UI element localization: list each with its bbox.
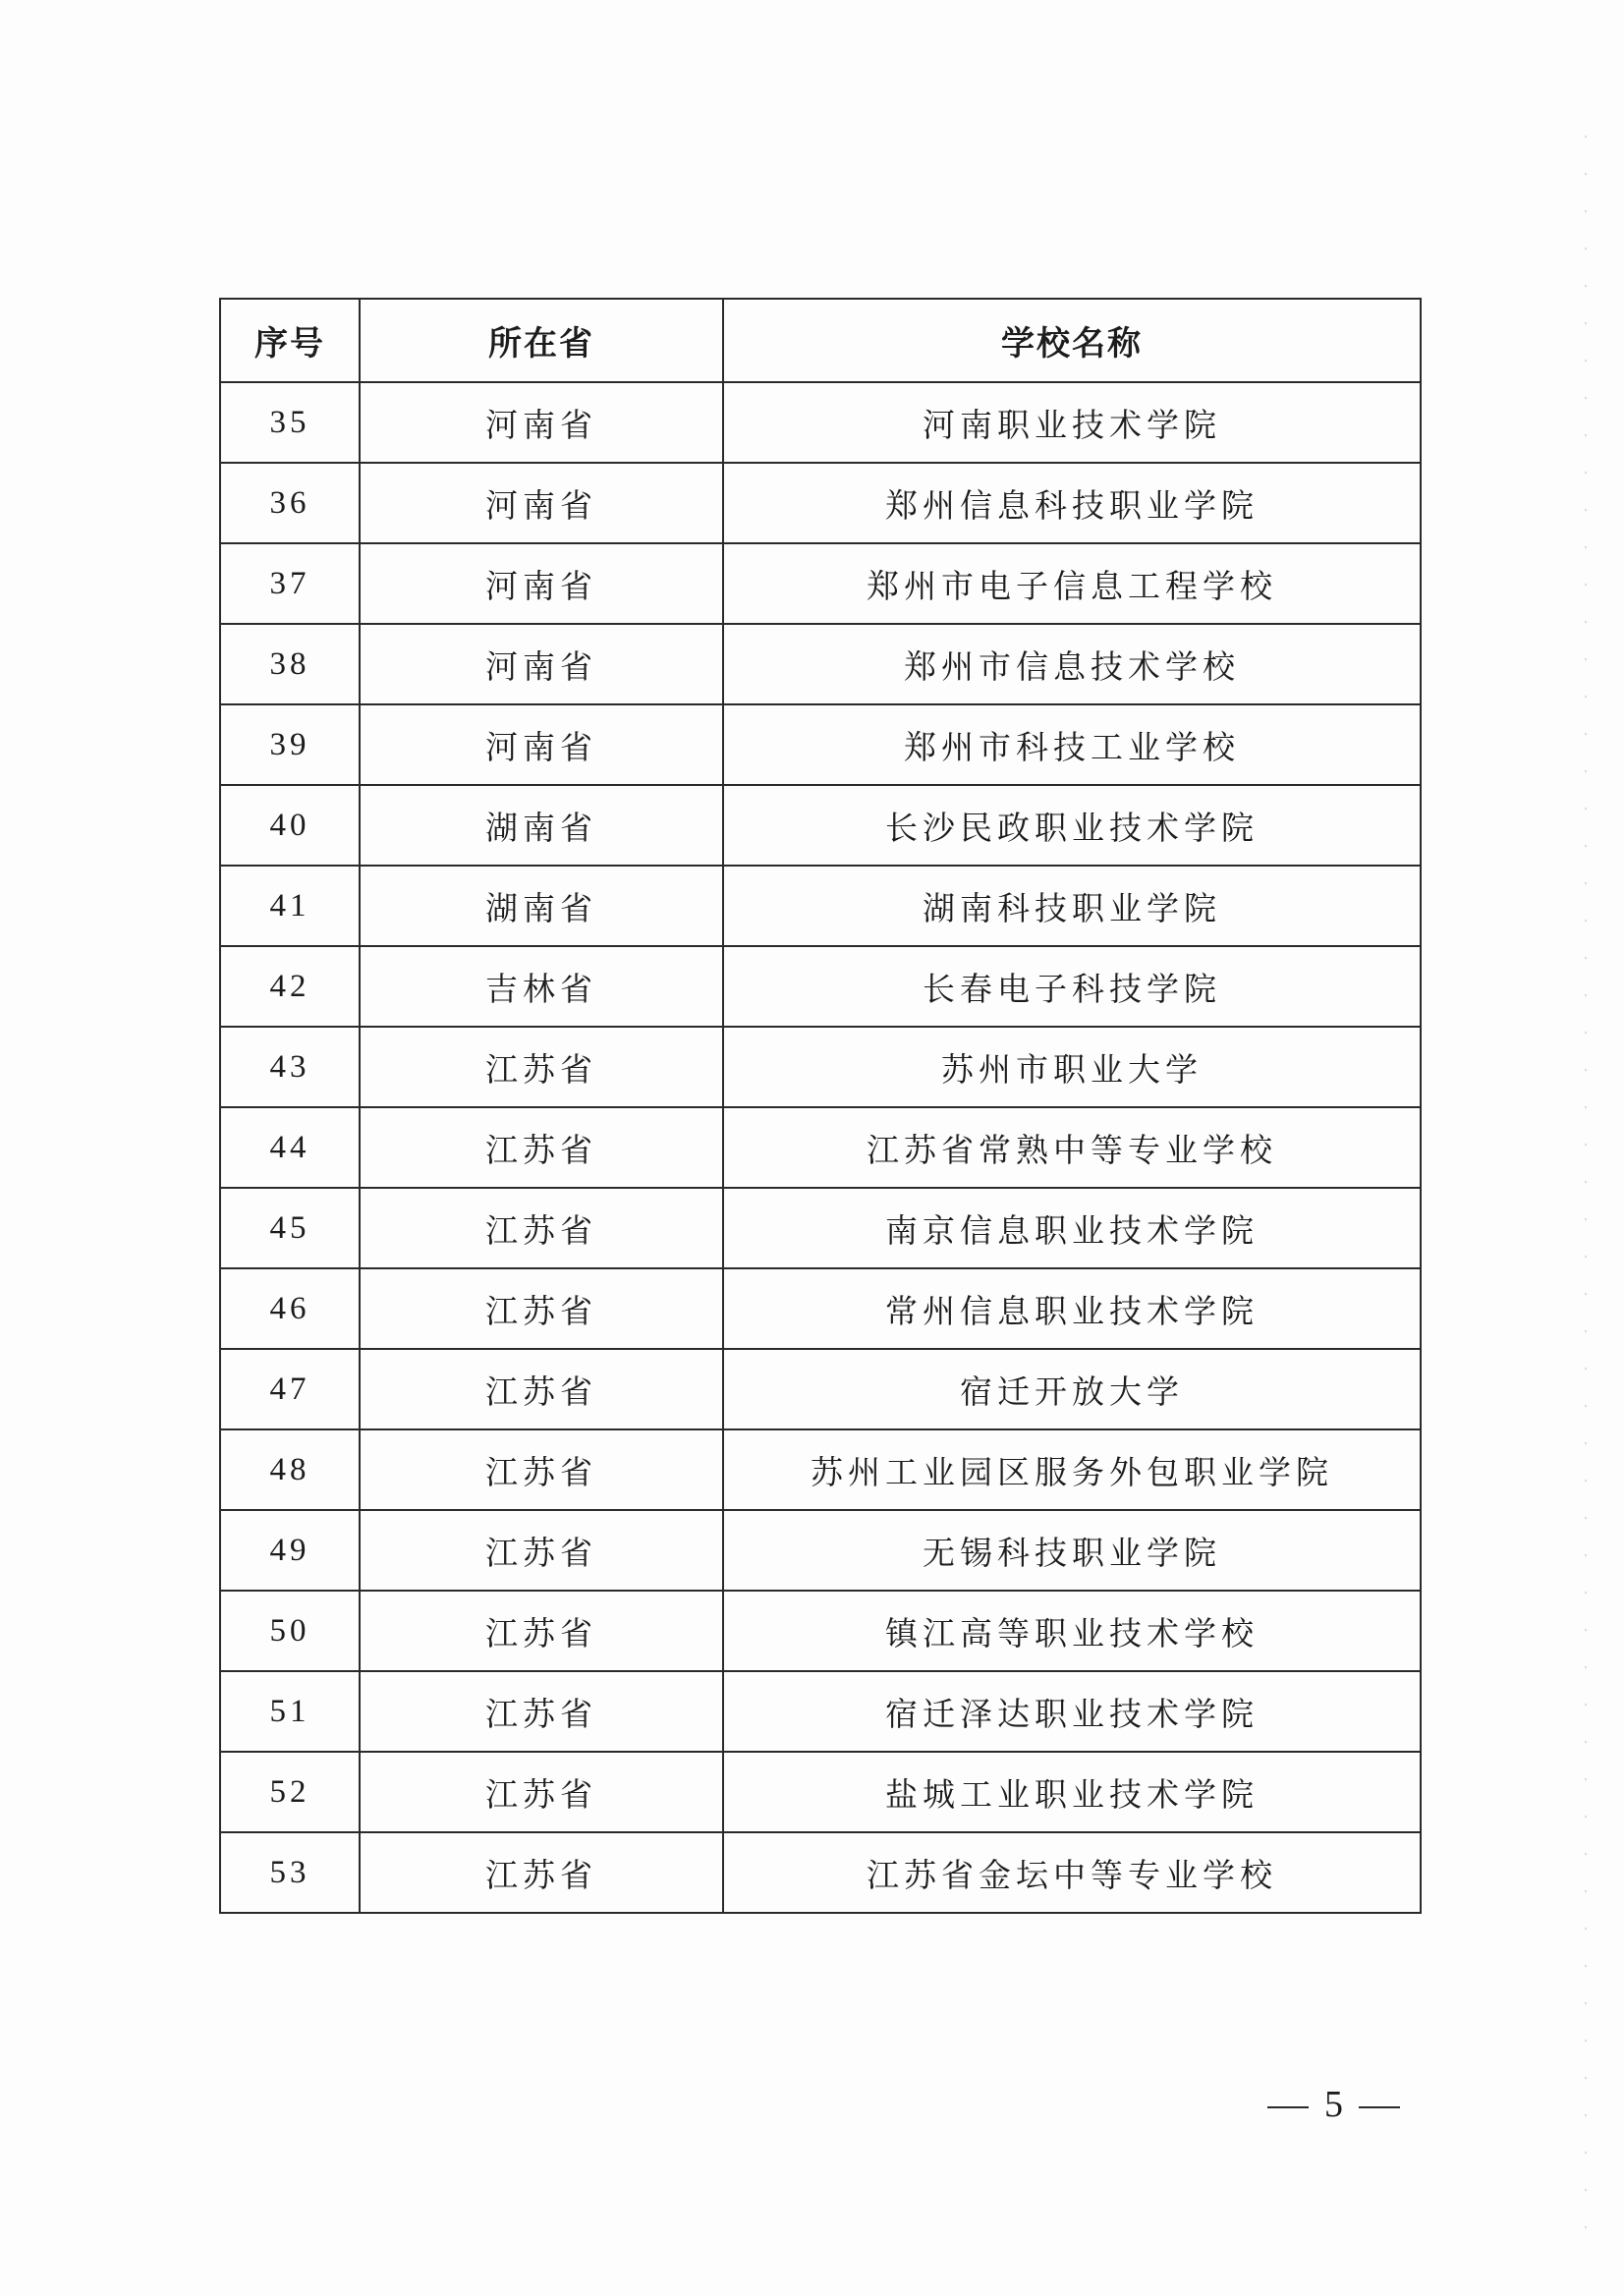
row-province: 江苏省	[360, 1349, 723, 1429]
row-school-name: 无锡科技职业学院	[723, 1510, 1421, 1591]
table-row	[220, 1107, 1421, 1188]
table-row	[220, 1752, 1421, 1832]
header-province: 所在省	[360, 299, 723, 382]
table-row	[220, 866, 1421, 946]
table-row	[220, 704, 1421, 785]
row-province: 湖南省	[360, 866, 723, 946]
table-row	[220, 1671, 1421, 1752]
row-province: 吉林省	[360, 946, 723, 1027]
row-school-name: 常州信息职业技术学院	[723, 1268, 1421, 1349]
page-number-right-dash	[1359, 2106, 1400, 2108]
row-province: 江苏省	[360, 1671, 723, 1752]
row-school-name: 郑州市科技工业学校	[723, 704, 1421, 785]
row-province: 河南省	[360, 704, 723, 785]
row-province: 江苏省	[360, 1188, 723, 1268]
row-school-name: 长春电子科技学院	[723, 946, 1421, 1027]
table-row	[220, 1429, 1421, 1510]
row-province: 河南省	[360, 463, 723, 543]
row-school-name: 宿迁泽达职业技术学院	[723, 1671, 1421, 1752]
table-row	[220, 1832, 1421, 1913]
row-province: 江苏省	[360, 1268, 723, 1349]
table-row	[220, 1349, 1421, 1429]
row-province: 江苏省	[360, 1832, 723, 1913]
row-serial-number: 51	[220, 1671, 360, 1752]
header-school-name: 学校名称	[723, 299, 1421, 382]
row-serial-number: 38	[220, 624, 360, 704]
row-province: 江苏省	[360, 1027, 723, 1107]
row-school-name: 宿迁开放大学	[723, 1349, 1421, 1429]
row-school-name: 江苏省常熟中等专业学校	[723, 1107, 1421, 1188]
row-school-name: 河南职业技术学院	[723, 382, 1421, 463]
page-number	[1248, 2083, 1420, 2126]
table-row	[220, 624, 1421, 704]
table-header-row	[220, 299, 1421, 382]
row-school-name: 长沙民政职业技术学院	[723, 785, 1421, 866]
row-serial-number: 35	[220, 382, 360, 463]
row-serial-number: 50	[220, 1591, 360, 1671]
table-row	[220, 463, 1421, 543]
table-row	[220, 1027, 1421, 1107]
row-province: 河南省	[360, 382, 723, 463]
table-row	[220, 1268, 1421, 1349]
row-serial-number: 49	[220, 1510, 360, 1591]
row-school-name: 郑州信息科技职业学院	[723, 463, 1421, 543]
row-province: 江苏省	[360, 1591, 723, 1671]
row-school-name: 镇江高等职业技术学校	[723, 1591, 1421, 1671]
row-serial-number: 53	[220, 1832, 360, 1913]
row-school-name: 苏州市职业大学	[723, 1027, 1421, 1107]
row-school-name: 郑州市信息技术学校	[723, 624, 1421, 704]
row-serial-number: 42	[220, 946, 360, 1027]
row-serial-number: 40	[220, 785, 360, 866]
scan-edge-marks	[1585, 118, 1587, 2230]
row-serial-number: 48	[220, 1429, 360, 1510]
row-school-name: 湖南科技职业学院	[723, 866, 1421, 946]
table-row	[220, 1510, 1421, 1591]
row-serial-number: 47	[220, 1349, 360, 1429]
row-province: 江苏省	[360, 1752, 723, 1832]
row-school-name: 江苏省金坛中等专业学校	[723, 1832, 1421, 1913]
row-serial-number: 43	[220, 1027, 360, 1107]
row-province: 河南省	[360, 543, 723, 624]
header-serial-number: 序号	[220, 299, 360, 382]
row-school-name: 郑州市电子信息工程学校	[723, 543, 1421, 624]
row-serial-number: 41	[220, 866, 360, 946]
row-school-name: 盐城工业职业技术学院	[723, 1752, 1421, 1832]
page-number-value: 5	[1324, 2084, 1343, 2125]
row-province: 江苏省	[360, 1429, 723, 1510]
row-serial-number: 52	[220, 1752, 360, 1832]
row-province: 河南省	[360, 624, 723, 704]
row-school-name: 苏州工业园区服务外包职业学院	[723, 1429, 1421, 1510]
row-serial-number: 46	[220, 1268, 360, 1349]
table-row	[220, 543, 1421, 624]
row-serial-number: 36	[220, 463, 360, 543]
row-province: 湖南省	[360, 785, 723, 866]
table-row	[220, 382, 1421, 463]
table-row	[220, 1188, 1421, 1268]
table-row	[220, 946, 1421, 1027]
row-province: 江苏省	[360, 1510, 723, 1591]
row-serial-number: 39	[220, 704, 360, 785]
table-row	[220, 785, 1421, 866]
row-school-name: 南京信息职业技术学院	[723, 1188, 1421, 1268]
row-serial-number: 44	[220, 1107, 360, 1188]
table-row	[220, 1591, 1421, 1671]
school-list-table	[219, 298, 1422, 1914]
row-serial-number: 37	[220, 543, 360, 624]
page-number-left-dash	[1267, 2106, 1309, 2108]
row-serial-number: 45	[220, 1188, 360, 1268]
row-province: 江苏省	[360, 1107, 723, 1188]
